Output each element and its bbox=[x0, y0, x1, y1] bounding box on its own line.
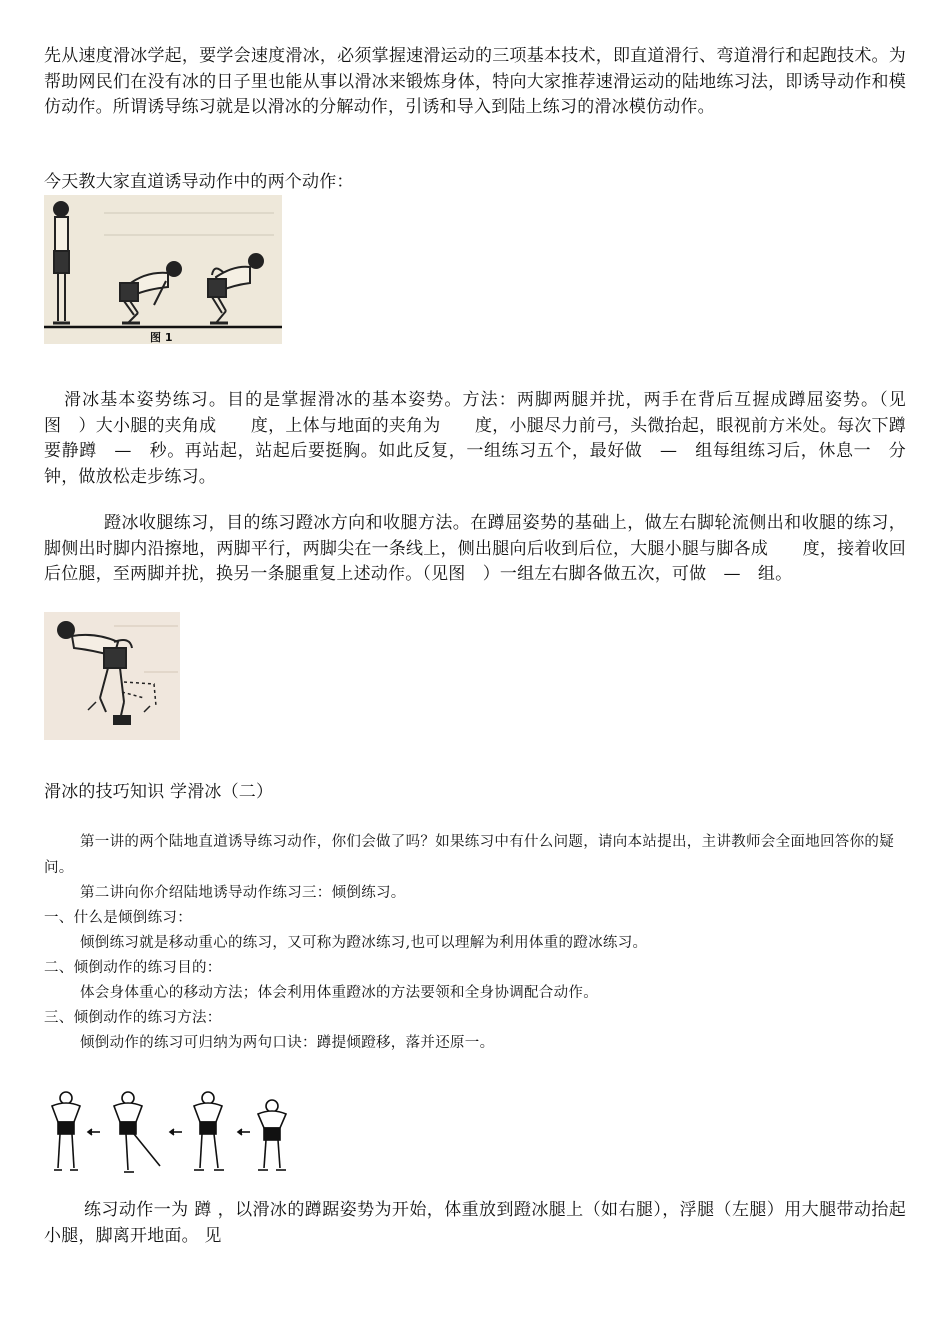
lesson2-text-1: 倾倒练习就是移动重心的练习，又可称为蹬冰练习,也可以理解为利用体重的蹬冰练习。 bbox=[80, 935, 648, 951]
action-1-paragraph: 练习动作一为 蹲 ，以滑冰的蹲踞姿势为开始，体重放到蹬冰腿上（如右腿），浮腿（左腿）用大腿带动抬起小腿，脚离开地面。 见 bbox=[44, 1200, 906, 1246]
figure-1-caption: 图 1 bbox=[150, 331, 173, 344]
lesson2-heading-1: 一、什么是倾倒练习： bbox=[44, 910, 192, 926]
push-leg-paragraph: 蹬冰收腿练习，目的练习蹬冰方向和收腿方法。在蹲屈姿势的基础上，做左右脚轮流侧出和收腿的练习，脚侧出时脚内沿擦地，两脚平行，两脚尖在一条线上，侧出腿向后收到后位，大腿小腿与脚各成 度，接着收回后位腿，至两脚并扰，换另一条腿重复上述动作。（见图 ）一组左右脚各做五次，可做 — 组。 bbox=[44, 513, 906, 584]
lesson2-heading-3: 三、倾倒动作的练习方法： bbox=[44, 1010, 222, 1026]
figure-2-drawing bbox=[44, 612, 180, 740]
lesson2-second: 第二讲向你介绍陆地诱导动作练习三：倾倒练习。 bbox=[80, 885, 406, 901]
lesson2-intro: 第一讲的两个陆地直道诱导练习动作，你们会做了吗？如果练习中有什么问题，请向本站提出，主讲教师会全面地回答你的疑问。 bbox=[44, 834, 894, 876]
intro-paragraph: 先从速度滑冰学起，要学会速度滑冰，必须掌握速滑运动的三项基本技术，即直道滑行、弯道滑行和起跑技术。为帮助网民们在没有冰的日子里也能从事以滑冰来锻炼身体，特向大家推荐速滑运动的陆地练习法，即诱导动作和模仿动作。所谓诱导练习就是以滑冰的分解动作，引诱和导入到陆上练习的滑冰模仿动作。 bbox=[44, 46, 906, 117]
lesson2-text-2: 体会身体重心的移动方法；体会利用体重蹬冰的方法要领和全身协调配合动作。 bbox=[80, 985, 598, 1001]
figure-3-drawing bbox=[44, 1088, 300, 1178]
lesson2-text-3: 倾倒动作的练习可归纳为两句口诀：蹲提倾蹬移，落并还原一。 bbox=[80, 1035, 495, 1051]
figure-3-image bbox=[44, 1088, 300, 1178]
lesson2-heading-2: 二、倾倒动作的练习目的： bbox=[44, 960, 222, 976]
figure-1-image bbox=[44, 195, 282, 344]
basic-posture-paragraph: 滑冰基本姿势练习。目的是掌握滑冰的基本姿势。方法：两脚两腿并扰，两手在背后互握成蹲屈姿势。（见图 ）大小腿的夹角成 度，上体与地面的夹角为 度，小腿尽力前弓，头微抬起，眼视前方米处。每次下蹲要静蹲 — 秒。再站起，站起后要挺胸。如此反复，一组练习五个，最好做 — 组每组练习后，休息一 分钟，做放松走步练习。 bbox=[44, 390, 906, 487]
figure-1-drawing bbox=[44, 195, 282, 344]
today-paragraph: 今天教大家直道诱导动作中的两个动作： bbox=[44, 172, 354, 192]
section-title: 滑冰的技巧知识 学滑冰（二） bbox=[44, 782, 274, 802]
figure-2-image bbox=[44, 612, 180, 740]
